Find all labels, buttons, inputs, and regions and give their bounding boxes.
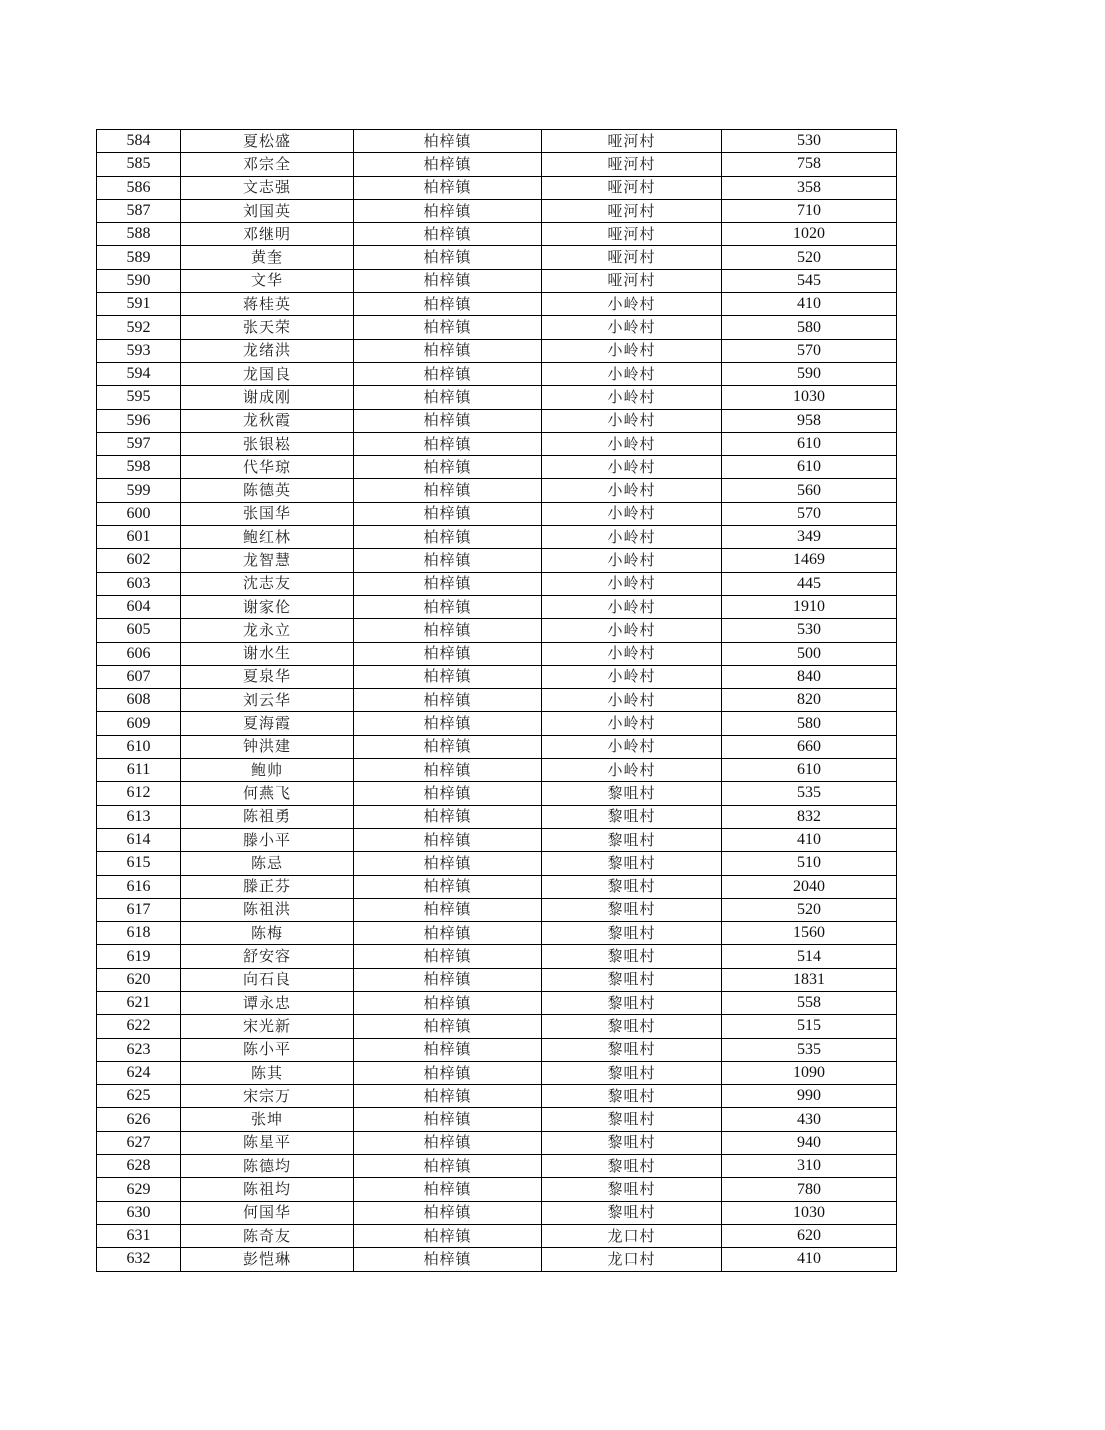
town-cell: 柏梓镇 <box>354 479 542 502</box>
table-row <box>97 1178 897 1201</box>
village-cell: 黎咀村 <box>542 805 722 828</box>
row-number-cell: 616 <box>97 875 181 898</box>
village-cell: 小岭村 <box>542 293 722 316</box>
town-cell: 柏梓镇 <box>354 991 542 1014</box>
row-number-cell: 603 <box>97 572 181 595</box>
name-cell: 舒安容 <box>181 945 354 968</box>
town-cell: 柏梓镇 <box>354 339 542 362</box>
town-cell: 柏梓镇 <box>354 852 542 875</box>
row-number-cell: 611 <box>97 759 181 782</box>
village-cell: 小岭村 <box>542 619 722 642</box>
name-cell: 陈其 <box>181 1061 354 1084</box>
town-cell: 柏梓镇 <box>354 1108 542 1131</box>
row-number-cell: 615 <box>97 852 181 875</box>
amount-cell: 940 <box>722 1131 897 1154</box>
row-number-cell: 621 <box>97 991 181 1014</box>
village-cell: 黎咀村 <box>542 828 722 851</box>
village-cell: 黎咀村 <box>542 1061 722 1084</box>
row-number-cell: 588 <box>97 223 181 246</box>
table-row <box>97 595 897 618</box>
town-cell: 柏梓镇 <box>354 1061 542 1084</box>
amount-cell: 1560 <box>722 922 897 945</box>
table-row <box>97 432 897 455</box>
table-row <box>97 1085 897 1108</box>
table-row <box>97 176 897 199</box>
amount-cell: 530 <box>722 130 897 153</box>
amount-cell: 610 <box>722 432 897 455</box>
amount-cell: 558 <box>722 991 897 1014</box>
name-cell: 彭恺琳 <box>181 1248 354 1271</box>
village-cell: 小岭村 <box>542 386 722 409</box>
row-number-cell: 613 <box>97 805 181 828</box>
name-cell: 张银崧 <box>181 432 354 455</box>
table-row <box>97 805 897 828</box>
table-row <box>97 712 897 735</box>
amount-cell: 535 <box>722 782 897 805</box>
row-number-cell: 585 <box>97 153 181 176</box>
amount-cell: 840 <box>722 665 897 688</box>
amount-cell: 445 <box>722 572 897 595</box>
table-body <box>97 130 897 1272</box>
name-cell: 钟洪建 <box>181 735 354 758</box>
name-cell: 陈德均 <box>181 1155 354 1178</box>
name-cell: 鲍帅 <box>181 759 354 782</box>
village-cell: 哑河村 <box>542 199 722 222</box>
town-cell: 柏梓镇 <box>354 945 542 968</box>
name-cell: 沈志友 <box>181 572 354 595</box>
amount-cell: 1030 <box>722 386 897 409</box>
table-row <box>97 991 897 1014</box>
row-number-cell: 584 <box>97 130 181 153</box>
amount-cell: 358 <box>722 176 897 199</box>
table-row <box>97 852 897 875</box>
amount-cell: 832 <box>722 805 897 828</box>
amount-cell: 410 <box>722 828 897 851</box>
village-cell: 小岭村 <box>542 479 722 502</box>
name-cell: 邓宗全 <box>181 153 354 176</box>
name-cell: 滕正芬 <box>181 875 354 898</box>
row-number-cell: 617 <box>97 898 181 921</box>
table-row <box>97 1015 897 1038</box>
row-number-cell: 624 <box>97 1061 181 1084</box>
table-row <box>97 246 897 269</box>
village-cell: 哑河村 <box>542 223 722 246</box>
table-row <box>97 1248 897 1271</box>
row-number-cell: 592 <box>97 316 181 339</box>
name-cell: 何国华 <box>181 1201 354 1224</box>
village-cell: 黎咀村 <box>542 945 722 968</box>
name-cell: 陈祖均 <box>181 1178 354 1201</box>
table-row <box>97 293 897 316</box>
village-cell: 黎咀村 <box>542 968 722 991</box>
table-row <box>97 1061 897 1084</box>
name-cell: 谢水生 <box>181 642 354 665</box>
row-number-cell: 631 <box>97 1224 181 1247</box>
name-cell: 代华琼 <box>181 456 354 479</box>
town-cell: 柏梓镇 <box>354 362 542 385</box>
table-row <box>97 782 897 805</box>
row-number-cell: 593 <box>97 339 181 362</box>
village-cell: 黎咀村 <box>542 1155 722 1178</box>
town-cell: 柏梓镇 <box>354 1201 542 1224</box>
row-number-cell: 586 <box>97 176 181 199</box>
table-row <box>97 526 897 549</box>
amount-cell: 410 <box>722 293 897 316</box>
amount-cell: 1030 <box>722 1201 897 1224</box>
table-row <box>97 828 897 851</box>
table-row <box>97 339 897 362</box>
name-cell: 邓继明 <box>181 223 354 246</box>
name-cell: 宋光新 <box>181 1015 354 1038</box>
town-cell: 柏梓镇 <box>354 246 542 269</box>
row-number-cell: 600 <box>97 502 181 525</box>
village-cell: 黎咀村 <box>542 1038 722 1061</box>
table-row <box>97 1224 897 1247</box>
table-row <box>97 945 897 968</box>
town-cell: 柏梓镇 <box>354 153 542 176</box>
table-row <box>97 759 897 782</box>
name-cell: 文华 <box>181 269 354 292</box>
village-cell: 小岭村 <box>542 595 722 618</box>
name-cell: 张坤 <box>181 1108 354 1131</box>
amount-cell: 580 <box>722 712 897 735</box>
town-cell: 柏梓镇 <box>354 595 542 618</box>
amount-cell: 570 <box>722 502 897 525</box>
town-cell: 柏梓镇 <box>354 828 542 851</box>
name-cell: 谭永忠 <box>181 991 354 1014</box>
table-row <box>97 665 897 688</box>
row-number-cell: 622 <box>97 1015 181 1038</box>
table-row <box>97 269 897 292</box>
table-row <box>97 619 897 642</box>
table-row <box>97 479 897 502</box>
town-cell: 柏梓镇 <box>354 1155 542 1178</box>
amount-cell: 590 <box>722 362 897 385</box>
table-row <box>97 362 897 385</box>
table-row <box>97 642 897 665</box>
village-cell: 黎咀村 <box>542 1201 722 1224</box>
town-cell: 柏梓镇 <box>354 502 542 525</box>
village-cell: 龙口村 <box>542 1224 722 1247</box>
amount-cell: 660 <box>722 735 897 758</box>
row-number-cell: 618 <box>97 922 181 945</box>
amount-cell: 530 <box>722 619 897 642</box>
name-cell: 夏海霞 <box>181 712 354 735</box>
town-cell: 柏梓镇 <box>354 1248 542 1271</box>
row-number-cell: 630 <box>97 1201 181 1224</box>
town-cell: 柏梓镇 <box>354 735 542 758</box>
amount-cell: 520 <box>722 246 897 269</box>
row-number-cell: 599 <box>97 479 181 502</box>
row-number-cell: 596 <box>97 409 181 432</box>
row-number-cell: 595 <box>97 386 181 409</box>
town-cell: 柏梓镇 <box>354 875 542 898</box>
town-cell: 柏梓镇 <box>354 689 542 712</box>
table-row <box>97 153 897 176</box>
row-number-cell: 587 <box>97 199 181 222</box>
row-number-cell: 591 <box>97 293 181 316</box>
town-cell: 柏梓镇 <box>354 269 542 292</box>
name-cell: 刘国英 <box>181 199 354 222</box>
amount-cell: 820 <box>722 689 897 712</box>
name-cell: 龙永立 <box>181 619 354 642</box>
amount-cell: 1910 <box>722 595 897 618</box>
table-row <box>97 898 897 921</box>
town-cell: 柏梓镇 <box>354 456 542 479</box>
amount-cell: 1090 <box>722 1061 897 1084</box>
row-number-cell: 614 <box>97 828 181 851</box>
village-cell: 小岭村 <box>542 316 722 339</box>
village-cell: 小岭村 <box>542 339 722 362</box>
name-cell: 何燕飞 <box>181 782 354 805</box>
amount-cell: 560 <box>722 479 897 502</box>
name-cell: 龙秋霞 <box>181 409 354 432</box>
data-table <box>96 129 897 1272</box>
town-cell: 柏梓镇 <box>354 386 542 409</box>
amount-cell: 570 <box>722 339 897 362</box>
village-cell: 黎咀村 <box>542 782 722 805</box>
amount-cell: 545 <box>722 269 897 292</box>
table-row <box>97 1201 897 1224</box>
name-cell: 宋宗万 <box>181 1085 354 1108</box>
village-cell: 小岭村 <box>542 409 722 432</box>
table-row <box>97 130 897 153</box>
name-cell: 鲍红林 <box>181 526 354 549</box>
row-number-cell: 627 <box>97 1131 181 1154</box>
town-cell: 柏梓镇 <box>354 130 542 153</box>
amount-cell: 535 <box>722 1038 897 1061</box>
name-cell: 刘云华 <box>181 689 354 712</box>
row-number-cell: 598 <box>97 456 181 479</box>
town-cell: 柏梓镇 <box>354 316 542 339</box>
row-number-cell: 608 <box>97 689 181 712</box>
table-row <box>97 875 897 898</box>
row-number-cell: 606 <box>97 642 181 665</box>
village-cell: 黎咀村 <box>542 1131 722 1154</box>
town-cell: 柏梓镇 <box>354 712 542 735</box>
town-cell: 柏梓镇 <box>354 176 542 199</box>
name-cell: 龙国良 <box>181 362 354 385</box>
table-row <box>97 1131 897 1154</box>
amount-cell: 620 <box>722 1224 897 1247</box>
row-number-cell: 628 <box>97 1155 181 1178</box>
village-cell: 哑河村 <box>542 130 722 153</box>
village-cell: 黎咀村 <box>542 1015 722 1038</box>
village-cell: 小岭村 <box>542 759 722 782</box>
amount-cell: 580 <box>722 316 897 339</box>
amount-cell: 520 <box>722 898 897 921</box>
row-number-cell: 610 <box>97 735 181 758</box>
village-cell: 黎咀村 <box>542 1085 722 1108</box>
town-cell: 柏梓镇 <box>354 572 542 595</box>
town-cell: 柏梓镇 <box>354 619 542 642</box>
table-row <box>97 922 897 945</box>
village-cell: 哑河村 <box>542 269 722 292</box>
table-row <box>97 502 897 525</box>
table-row <box>97 1155 897 1178</box>
amount-cell: 1469 <box>722 549 897 572</box>
table-row <box>97 456 897 479</box>
village-cell: 黎咀村 <box>542 1178 722 1201</box>
town-cell: 柏梓镇 <box>354 199 542 222</box>
table-row <box>97 223 897 246</box>
town-cell: 柏梓镇 <box>354 1178 542 1201</box>
table-row <box>97 735 897 758</box>
village-cell: 哑河村 <box>542 176 722 199</box>
table-row <box>97 316 897 339</box>
town-cell: 柏梓镇 <box>354 432 542 455</box>
town-cell: 柏梓镇 <box>354 759 542 782</box>
table-row <box>97 1038 897 1061</box>
village-cell: 小岭村 <box>542 642 722 665</box>
row-number-cell: 589 <box>97 246 181 269</box>
town-cell: 柏梓镇 <box>354 665 542 688</box>
row-number-cell: 594 <box>97 362 181 385</box>
row-number-cell: 625 <box>97 1085 181 1108</box>
town-cell: 柏梓镇 <box>354 805 542 828</box>
town-cell: 柏梓镇 <box>354 293 542 316</box>
village-cell: 黎咀村 <box>542 875 722 898</box>
amount-cell: 2040 <box>722 875 897 898</box>
name-cell: 夏松盛 <box>181 130 354 153</box>
row-number-cell: 626 <box>97 1108 181 1131</box>
village-cell: 小岭村 <box>542 502 722 525</box>
name-cell: 文志强 <box>181 176 354 199</box>
amount-cell: 510 <box>722 852 897 875</box>
amount-cell: 958 <box>722 409 897 432</box>
village-cell: 哑河村 <box>542 153 722 176</box>
amount-cell: 1831 <box>722 968 897 991</box>
name-cell: 龙绪洪 <box>181 339 354 362</box>
name-cell: 陈奇友 <box>181 1224 354 1247</box>
amount-cell: 1020 <box>722 223 897 246</box>
table-row <box>97 968 897 991</box>
table-row <box>97 689 897 712</box>
amount-cell: 758 <box>722 153 897 176</box>
row-number-cell: 597 <box>97 432 181 455</box>
name-cell: 张国华 <box>181 502 354 525</box>
town-cell: 柏梓镇 <box>354 782 542 805</box>
row-number-cell: 609 <box>97 712 181 735</box>
amount-cell: 515 <box>722 1015 897 1038</box>
amount-cell: 500 <box>722 642 897 665</box>
town-cell: 柏梓镇 <box>354 1224 542 1247</box>
name-cell: 陈梅 <box>181 922 354 945</box>
name-cell: 陈德英 <box>181 479 354 502</box>
row-number-cell: 632 <box>97 1248 181 1271</box>
town-cell: 柏梓镇 <box>354 1085 542 1108</box>
name-cell: 陈祖洪 <box>181 898 354 921</box>
village-cell: 黎咀村 <box>542 922 722 945</box>
name-cell: 滕小平 <box>181 828 354 851</box>
town-cell: 柏梓镇 <box>354 1015 542 1038</box>
village-cell: 小岭村 <box>542 712 722 735</box>
town-cell: 柏梓镇 <box>354 409 542 432</box>
table-row <box>97 1108 897 1131</box>
row-number-cell: 619 <box>97 945 181 968</box>
name-cell: 陈忌 <box>181 852 354 875</box>
table-row <box>97 549 897 572</box>
name-cell: 陈星平 <box>181 1131 354 1154</box>
town-cell: 柏梓镇 <box>354 223 542 246</box>
table-row <box>97 572 897 595</box>
name-cell: 龙智慧 <box>181 549 354 572</box>
amount-cell: 610 <box>722 456 897 479</box>
name-cell: 黄奎 <box>181 246 354 269</box>
row-number-cell: 607 <box>97 665 181 688</box>
town-cell: 柏梓镇 <box>354 642 542 665</box>
amount-cell: 410 <box>722 1248 897 1271</box>
amount-cell: 780 <box>722 1178 897 1201</box>
village-cell: 黎咀村 <box>542 991 722 1014</box>
row-number-cell: 604 <box>97 595 181 618</box>
village-cell: 小岭村 <box>542 432 722 455</box>
village-cell: 黎咀村 <box>542 1108 722 1131</box>
row-number-cell: 612 <box>97 782 181 805</box>
village-cell: 小岭村 <box>542 572 722 595</box>
row-number-cell: 590 <box>97 269 181 292</box>
amount-cell: 514 <box>722 945 897 968</box>
amount-cell: 990 <box>722 1085 897 1108</box>
row-number-cell: 602 <box>97 549 181 572</box>
row-number-cell: 601 <box>97 526 181 549</box>
town-cell: 柏梓镇 <box>354 1038 542 1061</box>
name-cell: 谢成刚 <box>181 386 354 409</box>
name-cell: 谢家伦 <box>181 595 354 618</box>
village-cell: 小岭村 <box>542 526 722 549</box>
name-cell: 向石良 <box>181 968 354 991</box>
town-cell: 柏梓镇 <box>354 922 542 945</box>
village-cell: 小岭村 <box>542 665 722 688</box>
row-number-cell: 620 <box>97 968 181 991</box>
name-cell: 蒋桂英 <box>181 293 354 316</box>
village-cell: 小岭村 <box>542 549 722 572</box>
row-number-cell: 629 <box>97 1178 181 1201</box>
town-cell: 柏梓镇 <box>354 1131 542 1154</box>
town-cell: 柏梓镇 <box>354 968 542 991</box>
village-cell: 哑河村 <box>542 246 722 269</box>
amount-cell: 430 <box>722 1108 897 1131</box>
town-cell: 柏梓镇 <box>354 549 542 572</box>
town-cell: 柏梓镇 <box>354 526 542 549</box>
village-cell: 小岭村 <box>542 362 722 385</box>
table-row <box>97 199 897 222</box>
amount-cell: 710 <box>722 199 897 222</box>
village-cell: 龙口村 <box>542 1248 722 1271</box>
amount-cell: 349 <box>722 526 897 549</box>
village-cell: 小岭村 <box>542 689 722 712</box>
name-cell: 张天荣 <box>181 316 354 339</box>
row-number-cell: 605 <box>97 619 181 642</box>
row-number-cell: 623 <box>97 1038 181 1061</box>
amount-cell: 610 <box>722 759 897 782</box>
village-cell: 黎咀村 <box>542 898 722 921</box>
table-row <box>97 409 897 432</box>
amount-cell: 310 <box>722 1155 897 1178</box>
village-cell: 小岭村 <box>542 456 722 479</box>
name-cell: 陈祖勇 <box>181 805 354 828</box>
name-cell: 夏泉华 <box>181 665 354 688</box>
name-cell: 陈小平 <box>181 1038 354 1061</box>
village-cell: 小岭村 <box>542 735 722 758</box>
table-row <box>97 386 897 409</box>
town-cell: 柏梓镇 <box>354 898 542 921</box>
village-cell: 黎咀村 <box>542 852 722 875</box>
